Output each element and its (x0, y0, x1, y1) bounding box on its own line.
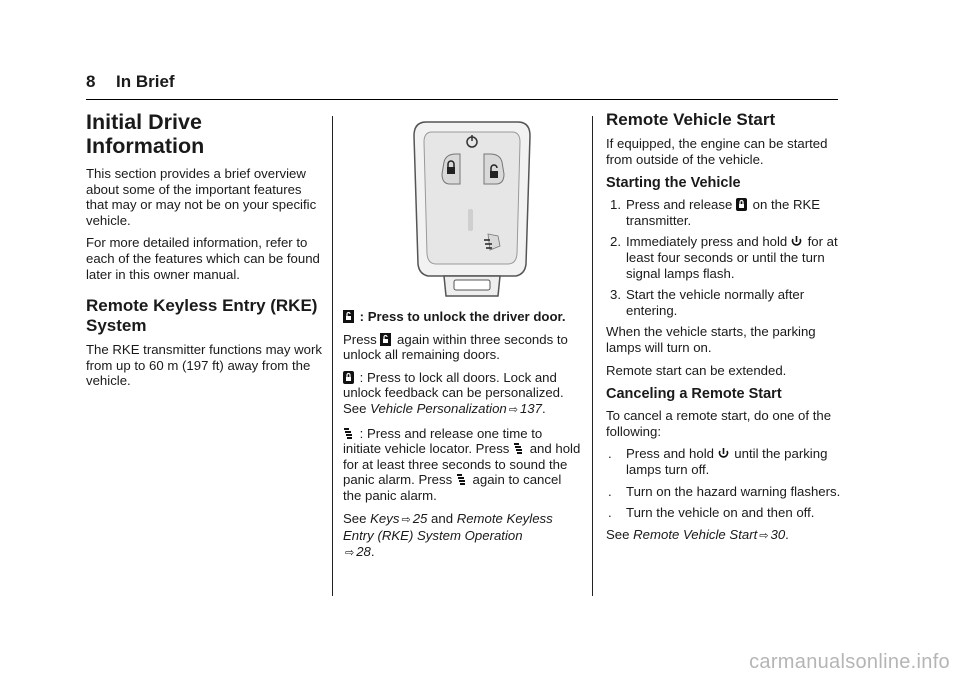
list-item (606, 287, 842, 318)
rke-operation-link[interactable]: Remote Keyless Entry (RKE) System Operation (343, 510, 553, 544)
bullet: . (608, 483, 612, 499)
bullet-text: Turn on the hazard warning flashers. (626, 483, 841, 499)
intro-paragraph-2: For more detailed information, refer to each of the features which can be found later in this owner manual. (86, 235, 320, 282)
after-start-paragraph: When the vehicle starts, the parking lamps will turn on. (606, 324, 816, 355)
list-item (606, 234, 842, 281)
step-text: on the RKE transmitter. (626, 197, 821, 228)
bullet-text: until the parking lamps turn off. (626, 446, 828, 477)
remote-start-link[interactable]: Remote Vehicle Start (633, 526, 758, 542)
and-label: and (427, 510, 457, 526)
step-text: Immediately press and hold (626, 234, 791, 250)
remote-start-icon (718, 447, 729, 460)
lock-icon (343, 371, 354, 384)
unlock-again-description (343, 332, 583, 363)
step-text: Press and release (626, 197, 736, 213)
unlock-icon (343, 310, 354, 323)
see-label: See (606, 526, 634, 542)
period: . (541, 400, 546, 416)
period: . (785, 526, 789, 542)
rke-paragraph: The RKE transmitter functions may work from up to 60 m (197 ft) away from the vehicle. (86, 342, 322, 389)
column-2 (343, 110, 583, 568)
rke-heading: Remote Keyless Entry (RKE) System (86, 296, 318, 336)
step-number: 2. (610, 234, 621, 250)
initial-drive-heading: Initial Drive Information (86, 110, 205, 158)
cancel-intro: To cancel a remote start, do one of the following: (606, 408, 832, 439)
alarm-text-c: again to cancel the panic alarm. (343, 472, 562, 503)
intro-paragraph: This section provides a brief overview about some of the important features that may or may not be on your specific vehicle. (86, 166, 317, 228)
page-ref-number: 30 (770, 526, 786, 542)
unlock-again-text-a: Press (343, 331, 381, 347)
bullet-text: Press and hold (626, 446, 718, 462)
page-ref-number: 28 (356, 543, 371, 559)
period: . (370, 543, 375, 559)
remote-start-heading: Remote Vehicle Start (606, 110, 776, 129)
see-also-keys (343, 511, 583, 562)
column-1 (86, 110, 322, 396)
key-fob-illustration (398, 114, 548, 299)
step-text: Start the vehicle normally after entering. (626, 287, 805, 318)
lock-description (343, 370, 583, 419)
start-steps-list (606, 197, 842, 318)
list-item (606, 446, 842, 477)
page-ref-arrow: ⇨ (759, 529, 769, 542)
list-item (606, 484, 842, 500)
unlock-icon (380, 333, 391, 346)
canceling-heading: Canceling a Remote Start (606, 386, 782, 403)
page-ref-number: 137 (519, 400, 542, 416)
page-number: 8 (86, 72, 96, 91)
column-3 (606, 110, 842, 551)
vehicle-locator-description (343, 426, 583, 504)
alarm-text-b: and hold for at least three seconds to sound the panic alarm. Press (343, 441, 581, 488)
page-ref-number: 25 (412, 510, 428, 526)
bullet: . (608, 505, 612, 521)
remote-start-icon (791, 235, 802, 248)
page-ref-arrow: ⇨ (345, 546, 355, 559)
bullet-text: Turn the vehicle on and then off. (626, 505, 815, 521)
extended-paragraph: Remote start can be extended. (606, 362, 787, 378)
unlock-desc-text: : Press to unlock the driver door. (356, 309, 566, 324)
see-label: See (343, 510, 371, 526)
column-divider (592, 116, 593, 596)
section-title: In Brief (116, 72, 175, 91)
page-header (86, 72, 838, 96)
page-ref-arrow: ⇨ (508, 403, 518, 416)
header-rule (86, 99, 838, 100)
list-item (606, 197, 842, 228)
step-number: 3. (610, 287, 621, 303)
personalization-link[interactable]: Vehicle Personalization (370, 400, 507, 416)
panic-alarm-icon (456, 473, 467, 486)
alarm-text-a: : Press and release one time to initiate vehicle locator. Press (343, 425, 543, 457)
keys-link[interactable]: Keys (370, 510, 400, 526)
lock-icon (736, 198, 747, 211)
starting-heading: Starting the Vehicle (606, 175, 741, 192)
bullet: . (608, 446, 612, 462)
panic-alarm-icon (513, 442, 524, 455)
unlock-description (343, 309, 583, 325)
page-ref-arrow: ⇨ (401, 513, 411, 526)
see-also-remote-start (606, 527, 842, 545)
remote-start-intro: If equipped, the engine can be started from outside of the vehicle. (606, 136, 828, 167)
cancel-options-list (606, 446, 842, 520)
watermark: carmanualsonline.info (749, 651, 950, 673)
list-item (606, 505, 842, 521)
lock-desc-text: : Press to lock all doors. Lock and unlock feedback can be personalized. See (343, 369, 564, 416)
step-text: for at least four seconds or until the turn signal lamps flash. (626, 234, 838, 281)
step-number: 1. (610, 197, 621, 213)
column-divider (332, 116, 333, 596)
panic-alarm-icon (343, 427, 354, 440)
unlock-again-text-b: again within three seconds to unlock all remaining doors. (343, 331, 568, 363)
